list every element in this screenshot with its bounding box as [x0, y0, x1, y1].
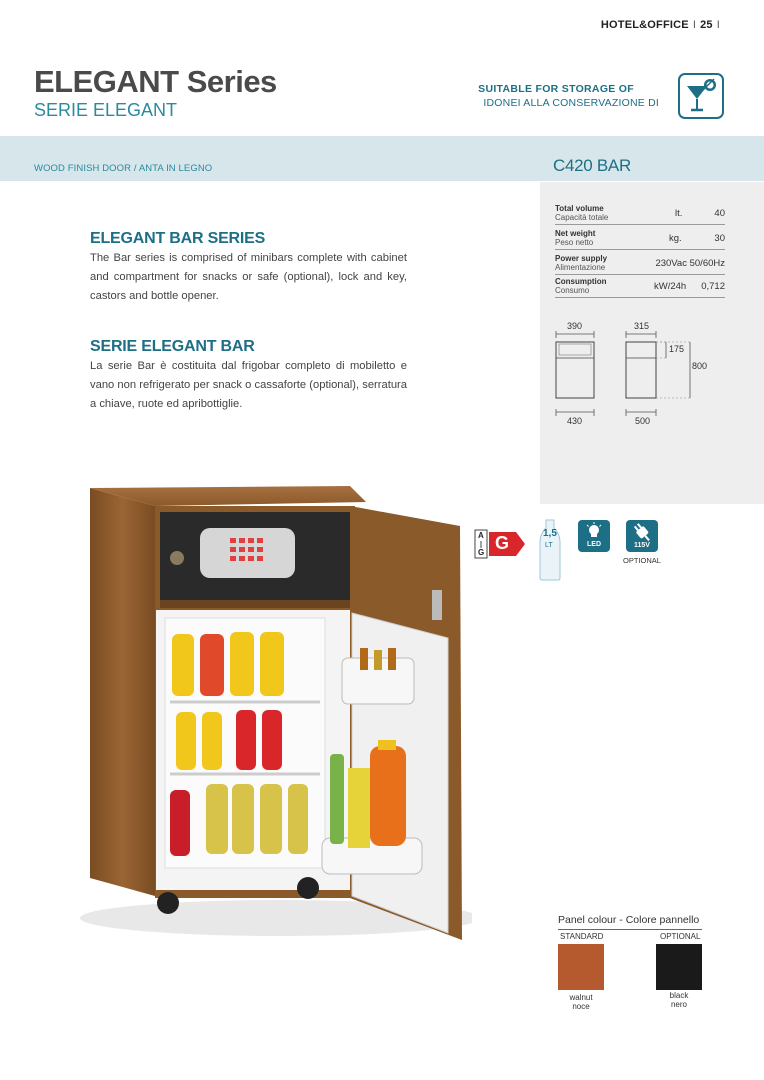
energy-class-icon [474, 529, 526, 559]
swatch-name-it: nero [670, 1000, 687, 1009]
spec-value: 30 [714, 233, 725, 244]
spec-row [555, 275, 725, 298]
spec-row [555, 252, 725, 275]
spec-row [555, 202, 725, 225]
black-caption [656, 991, 702, 1009]
dimension-drawing [548, 330, 718, 420]
suitable-label-en: SUITABLE FOR STORAGE OF [478, 83, 634, 95]
spec-label-it: Peso netto [555, 238, 594, 247]
spec-unit: lt. [675, 208, 683, 219]
swatch-name-en: black [669, 991, 689, 1000]
plug-icon [626, 520, 658, 552]
spec-label-en: Net weight [555, 229, 596, 238]
led-label: LED [587, 541, 601, 548]
bottle-unit: LT [545, 542, 553, 549]
header-separator: I [692, 19, 697, 31]
spec-unit: kg. [669, 233, 682, 244]
page-title: ELEGANT Series [34, 64, 277, 99]
suitable-label-it: IDONEI ALLA CONSERVAZIONE DI [483, 97, 659, 109]
spec-value: 40 [714, 208, 725, 219]
panel-colour-divider [558, 929, 702, 930]
energy-scale-bottom: G [478, 548, 485, 557]
section-text-it: La serie Bar è costituita dal frigobar completo di mobiletto e vano non refrigerato per snack o cassaforte (optional), serratura a chiave, ruote ed apribottiglie. [90, 360, 407, 410]
walnut-caption [558, 993, 604, 1011]
energy-class-letter: G [495, 533, 510, 553]
spec-label-en: Consumption [555, 277, 607, 286]
model-name: C420 BAR [553, 156, 631, 175]
standard-label: STANDARD [560, 932, 604, 941]
section-text-en: The Bar series is comprised of minibars complete with cabinet and compartment for snacks or safe (optional), lock and key, castors and bottle opener. [90, 252, 407, 302]
optional-label: OPTIONAL [660, 932, 701, 941]
spec-value: 0,712 [701, 281, 725, 292]
title-band [0, 136, 764, 181]
spec-label-en: Power supply [555, 254, 608, 263]
panel-colour-title: Panel colour - Colore pannello [558, 914, 700, 926]
led-light-icon [578, 520, 610, 552]
bottle-capacity-icon [538, 518, 562, 582]
page-number: 25 [700, 19, 713, 31]
minibar-product-image [60, 478, 472, 940]
spec-label-en: Total volume [555, 204, 604, 213]
black-swatch [656, 944, 702, 990]
spec-label-it: Capacità totale [555, 213, 609, 222]
section-name: HOTEL&OFFICE [600, 19, 689, 31]
dim-compartment-height: 175 [669, 344, 685, 354]
dim-front-width-top: 390 [567, 321, 583, 331]
spec-unit: kW/24h [654, 281, 687, 292]
swatch-name-en: walnut [569, 993, 593, 1002]
swatch-name-it: noce [572, 1002, 590, 1011]
dim-side-depth-top: 315 [634, 321, 650, 331]
bottle-volume: 1,5 [543, 528, 557, 539]
spec-value: 230Vac 50/60Hz [655, 258, 725, 269]
spec-label-it: Consumo [555, 286, 590, 295]
voltage-caption: OPTIONAL [623, 556, 661, 565]
section-heading-it: SERIE ELEGANT BAR [90, 338, 255, 355]
section-heading-en: ELEGANT BAR SERIES [90, 230, 266, 247]
spec-label-it: Alimentazione [555, 263, 606, 272]
cocktail-icon [678, 73, 724, 119]
spec-row [555, 227, 725, 250]
dim-total-height: 800 [692, 361, 708, 371]
door-finish-label: WOOD FINISH DOOR / ANTA IN LEGNO [34, 163, 213, 174]
voltage-label: 115V [634, 542, 650, 549]
walnut-swatch [558, 944, 604, 990]
energy-scale-top: A [478, 531, 484, 540]
running-header [601, 19, 724, 31]
header-end-mark: I [716, 19, 720, 31]
dim-front-width-bottom: 430 [567, 416, 583, 426]
dim-side-depth-bottom: 500 [635, 416, 651, 426]
page-subtitle: SERIE ELEGANT [34, 100, 178, 120]
